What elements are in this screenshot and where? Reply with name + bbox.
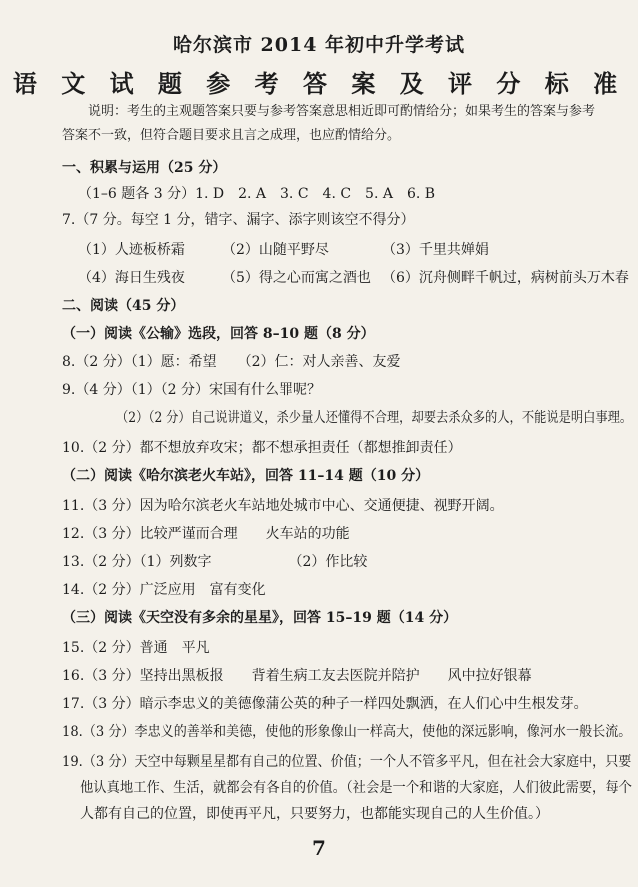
note-line-2: 答案不一致，但符合题目要求且言之成理，也应酌情给分。: [62, 128, 401, 143]
part-3-heading: （三）阅读《天空没有多余的星星》，回答 15–19 题（14 分）: [62, 610, 458, 626]
answer-q19-line-1: 19.（3 分）天空中每颗星星都有自己的位置、价值；一个人不管多平凡，但在社会大家庭中，只要: [62, 754, 632, 770]
answer-q9-1: 9.（4 分）（1）（2 分）宋国有什么罪呢？: [62, 382, 321, 398]
answer-q8: 8.（2 分）（1）愿：希望 （2）仁：对人亲善、友爱: [62, 354, 401, 370]
exam-title: 哈尔滨市 2014 年初中升学考试: [172, 34, 466, 56]
answer-q19-line-2: 他认真地工作、生活，就都会有各自的价值。（社会是一个和谐的大家庭，人们彼此需要，每个: [80, 780, 632, 796]
answer-key-title: 语 文 试 题 参 考 答 案 及 评 分 标 准: [12, 69, 626, 98]
answer-q7-header: 7.（7 分。每空 1 分，错字、漏字、添字则该空不得分）: [62, 212, 415, 228]
answer-q19-line-3: 人都有自己的位置，即使再平凡，只要努力，也都能实现自己的人生价值。）: [80, 806, 549, 822]
answer-q7-1: （1）人迹板桥霜: [78, 242, 185, 258]
section-1-heading: 一、积累与运用（25 分）: [62, 160, 227, 176]
page-number: 7: [312, 836, 326, 860]
answer-q10: 10.（2 分）都不想放弃攻宋；都不想承担责任（都想推卸责任）: [62, 440, 462, 456]
part-1-heading: （一）阅读《公输》选段，回答 8–10 题（8 分）: [62, 326, 375, 342]
answer-q7-3: （3）千里共婵娟: [382, 242, 489, 258]
answer-q18: 18.（3 分）李忠义的善举和美德，使他的形象像山一样高大，使他的深远影响，像河水一般长流。: [62, 724, 632, 740]
answer-q16: 16.（3 分）坚持出黑板报 背着生病工友去医院并陪护 风中拉好银幕: [62, 668, 532, 684]
note-line-1: 说明：考生的主观题答案只要与参考答案意思相近即可酌情给分；如果考生的答案与参考: [88, 104, 596, 119]
answer-q7-4: （4）海日生残夜: [78, 270, 185, 286]
answer-q12: 12.（3 分）比较严谨而合理 火车站的功能: [62, 526, 350, 542]
part-2-heading: （二）阅读《哈尔滨老火车站》，回答 11–14 题（10 分）: [62, 468, 430, 484]
answer-q7-6: （6）沉舟侧畔千帆过，病树前头万木春: [382, 270, 629, 286]
answer-q11: 11.（3 分）因为哈尔滨老火车站地处城市中心、交通便捷、视野开阔。: [62, 498, 504, 514]
answer-q1-6: （1–6 题各 3 分）1. D 2. A 3. C 4. C 5. A 6. B: [78, 186, 436, 202]
answer-q14: 14.（2 分）广泛应用 富有变化: [62, 582, 266, 598]
answer-q15: 15.（2 分）普通 平凡: [62, 640, 210, 656]
answer-q7-2: （2）山随平野尽: [222, 242, 329, 258]
section-2-heading: 二、阅读（45 分）: [62, 298, 185, 314]
answer-q17: 17.（3 分）暗示李忠义的美德像蒲公英的种子一样四处飘洒，在人们心中生根发芽。: [62, 696, 588, 712]
answer-q13: 13.（2 分）（1）列数字 （2）作比较: [62, 554, 368, 570]
answer-q9-2: （2）（2 分）自己说讲道义，杀少量人还懂得不合理，却要去杀众多的人，不能说是明白事理。: [116, 410, 633, 426]
answer-q7-5: （5）得之心而寓之酒也: [222, 270, 371, 286]
